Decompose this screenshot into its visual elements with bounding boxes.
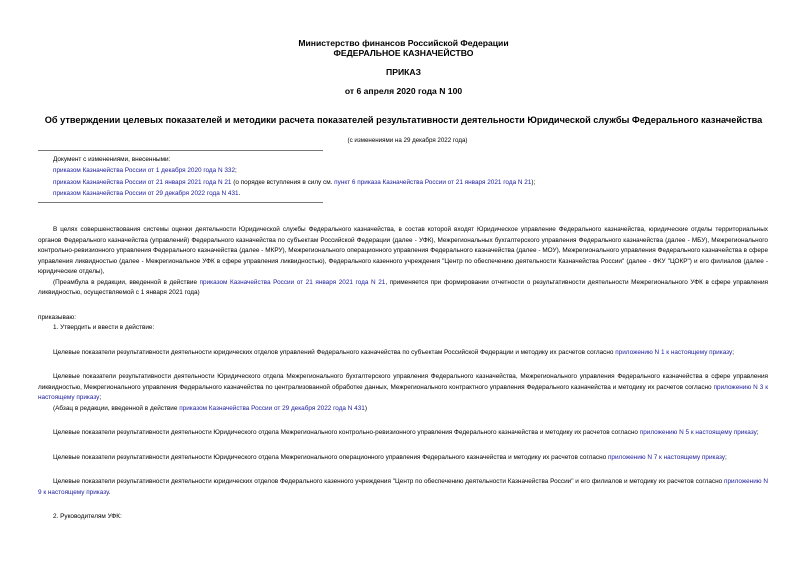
paragraph-2: Целевые показатели результативности деятельности Юридического отдела Межрегионального бухгалтерского управления Федерального казначейства, Межрегионального управления Федерального казначейства в сфере управления ликвидностью, Межрегионального управления Федерального казначейства по централизованной обработке данных, Межрегионального контрактного управления Федерального казначейства и методику их расчетов согласно приложению N 3 к настоящему приказу;	[38, 373, 768, 401]
amendment-link-3[interactable]: приказом Казначейства России от 29 декабря 2022 года N 431	[53, 189, 239, 197]
item-1: 1. Утвердить и ввести в действие:	[53, 324, 155, 331]
appendix-5-link[interactable]: приложению N 5 к настоящему приказу	[639, 429, 757, 436]
document-title: Об утверждении целевых показателей и методики расчета показателей результативности деятельности Юридической службы Федерального казначейства	[44, 115, 763, 125]
agency-name: ФЕДЕРАЛЬНОЕ КАЗНАЧЕЙСТВО	[333, 48, 474, 58]
document-date-number: от 6 апреля 2020 года N 100	[344, 86, 463, 96]
paragraph-2-note: (Абзац в редакции, введенной в действие приказом Казначейства России от 29 декабря 2022 года N 431)	[53, 404, 367, 412]
paragraph-4: Целевые показатели результативности деятельности Юридического отдела Межрегионального операционного управления Федерального казначейства и методику их расчетов согласно приложению N 7 к настоящему приказу;	[53, 453, 727, 461]
appendix-9-link[interactable]: приложению N 9 к настоящему приказу	[38, 478, 768, 496]
divider-bottom	[38, 202, 323, 203]
divider-top	[38, 150, 323, 151]
amendments-intro: Документ с изменениями, внесенными:	[53, 156, 171, 163]
amendment-item	[53, 188, 783, 199]
appendix-1-link[interactable]: приложению N 1 к настоящему приказу	[615, 348, 733, 356]
document-body	[38, 225, 768, 523]
amendment-tail: .	[238, 189, 241, 197]
preamble-note: (Преамбула в редакции, введенной в действие приказом Казначейства России от 21 января 2021 года N 21, применяется при формировании отчетности о результативности деятельности Межрегионального УФК в сфере управления ликвидностью, осуществляемой с 1 января 2021 года)	[38, 278, 768, 296]
preamble-paragraph: В целях совершенствования системы оценки деятельности Юридической службы Федерального казначейства, в состав которой входят Юридическое управление Федерального казначейства, юридические отделы территориальных органов Федерального казначейства (управлений) Федерального казначейства по субъектам Российской Федерации (далее - УФК), Межрегиональных бухгалтерского управления Федерального казначейства (далее - МБУ), Межрегионального контрольно-ревизионного управления Федерального казначейства (далее - МКРУ), Межрегионального операционного управления Федерального казначейства (далее - МОУ), Межрегионального управления Федерального казначейства в сфере управления ликвидностью (далее - Межрегиональное УФК в сфере управления ликвидностью), Федерального казенного учреждения "Центр по обеспечению деятельности Казначейства России" (далее - ФКУ "ЦОКР") и его филиалов (далее - юридические отделы),	[38, 226, 768, 275]
item-2: 2. Руководителям УФК:	[53, 513, 122, 520]
amendments-box	[53, 154, 783, 199]
amendment-item	[53, 177, 783, 188]
document-type: ПРИКАЗ	[386, 67, 421, 77]
appendix-7-link[interactable]: приложению N 7 к настоящему приказу	[607, 453, 726, 461]
ministry-name: Министерство финансов Российской Федерации	[298, 38, 509, 48]
amendment-link-1[interactable]: приказом Казначейства России от 1 декабря 2020 года N 332	[53, 167, 236, 175]
amendment-mid: (о порядке вступления в силу см.	[231, 178, 335, 186]
paragraph-5: Целевые показатели результативности деятельности юридических отделов Федерального казенного учреждения "Центр по обеспечению деятельности Казначейства России" и его филиалов и методику их расчетов согласно приложению N 9 к настоящему приказу.	[38, 478, 768, 496]
revision-note: (с изменениями на 29 декабря 2022 года)	[347, 137, 468, 144]
amendment-item	[53, 165, 783, 176]
amendment-link-2b[interactable]: пункт 6 приказа Казначейства России от 21 января 2021 года N 21	[334, 178, 532, 186]
appendix-3-link[interactable]: приложению N 3 к настоящему приказу	[38, 383, 768, 401]
paragraph-3: Целевые показатели результативности деятельности Юридического отдела Межрегионального контрольно-ревизионного управления Федерального казначейства и методику их расчетов согласно приложению N 5 к настоящему приказу;	[53, 429, 759, 436]
order-word: приказываю:	[38, 313, 76, 321]
amendment-tail: );	[531, 178, 536, 186]
paragraph-1: Целевые показатели результативности деятельности юридических отделов управлений Федерального казначейства по субъектам Российской Федерации и методику их расчетов согласно приложению N 1 к настоящему приказу;	[53, 348, 735, 356]
paragraph-2-note-link[interactable]: приказом Казначейства России от 29 декабря 2022 года N 431	[179, 404, 365, 412]
preamble-note-link[interactable]: приказом Казначейства России от 21 января 2021 года N 21	[199, 278, 386, 286]
amendment-tail: ;	[235, 167, 237, 175]
amendment-link-2[interactable]: приказом Казначейства России от 21 января 2021 года N 21	[53, 178, 232, 186]
